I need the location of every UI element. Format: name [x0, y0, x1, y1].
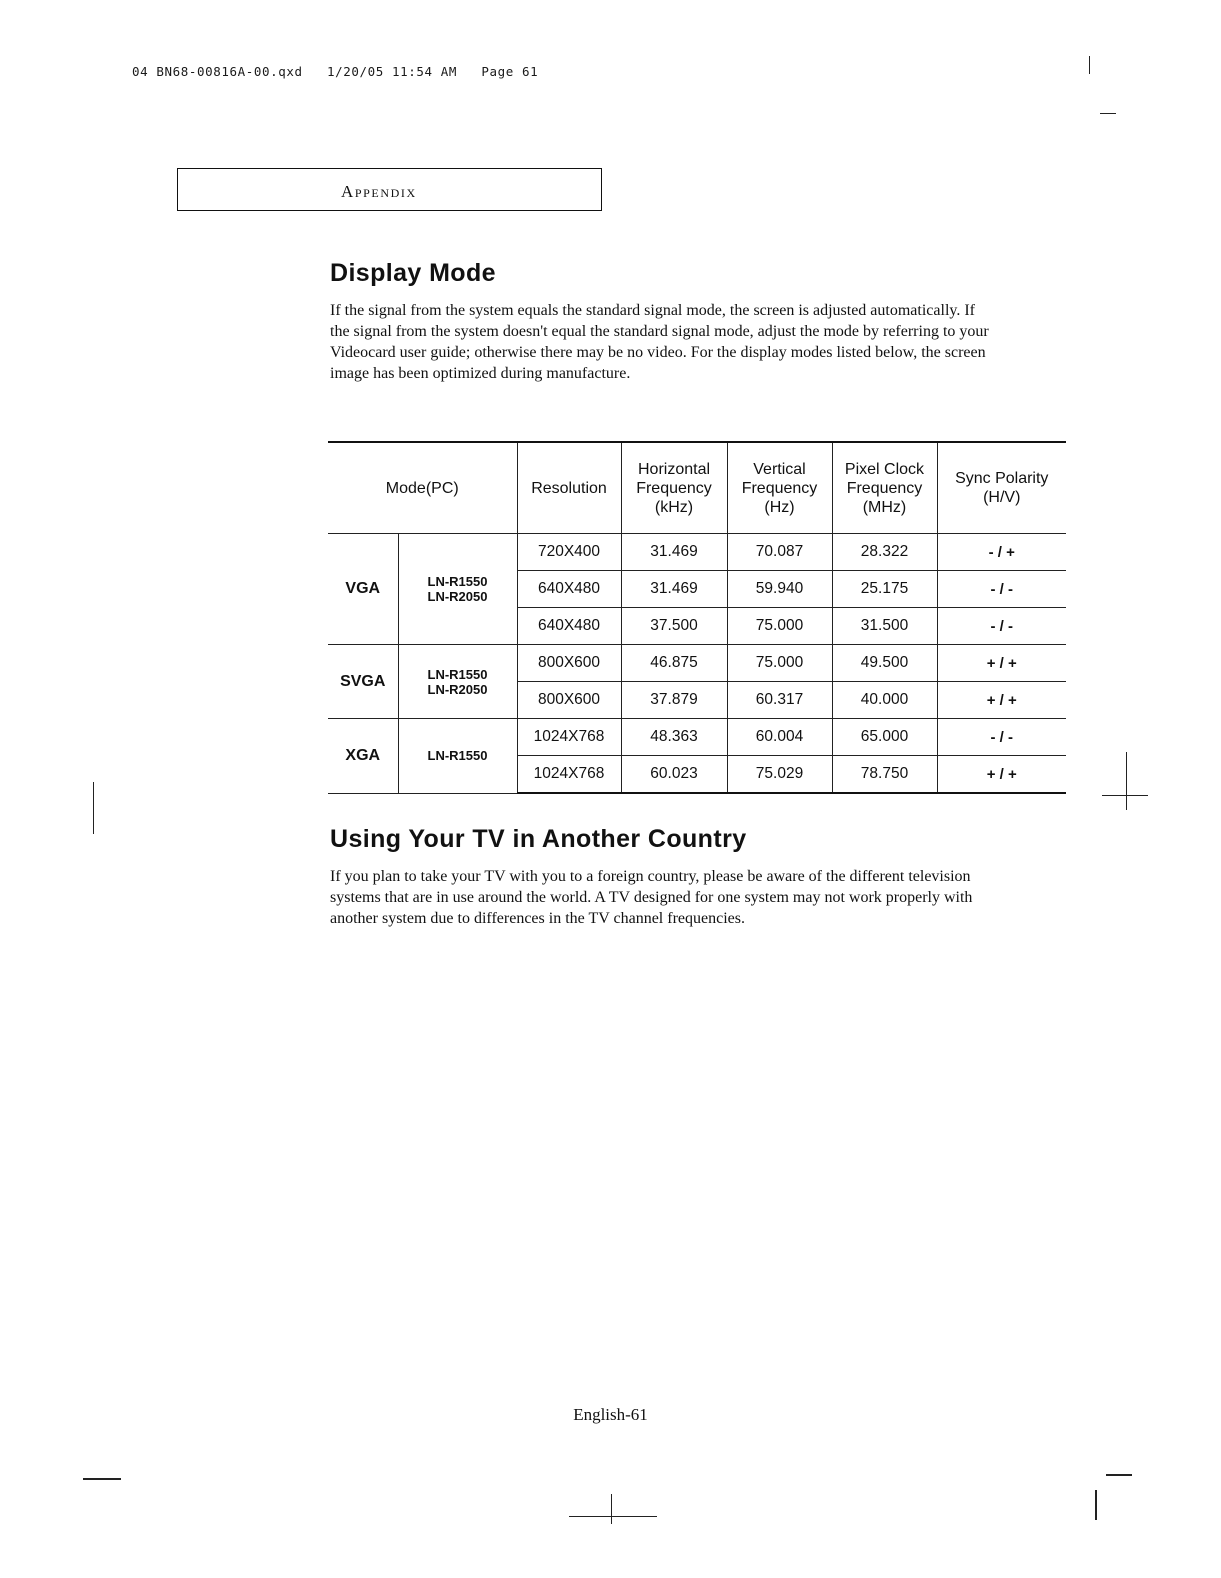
table-header-row	[328, 442, 1066, 534]
registration-mark-bottom-v	[611, 1494, 612, 1524]
vertical-cell: 60.317	[727, 682, 832, 719]
vertical-cell: 75.000	[727, 608, 832, 645]
crop-mark-bottom-right	[1106, 1474, 1132, 1476]
display-mode-heading: Display Mode	[330, 259, 496, 287]
model-cell: LN-R1550 LN-R2050	[398, 645, 517, 719]
header-sync-polarity: Sync Polarity (H/V)	[937, 442, 1066, 534]
section-tab-label: Appendix	[341, 182, 417, 201]
registration-mark-bottom-h	[569, 1516, 657, 1517]
pixel-cell: 78.750	[832, 756, 937, 794]
crop-mark-top-right-tick	[1089, 56, 1090, 74]
page-number: English-61	[573, 1405, 648, 1424]
crop-mark-bottom-right-v	[1095, 1490, 1097, 1520]
pixel-cell: 49.500	[832, 645, 937, 682]
sync-cell: + / +	[937, 682, 1066, 719]
pixel-cell: 28.322	[832, 534, 937, 571]
pixel-cell: 65.000	[832, 719, 937, 756]
horizontal-cell: 31.469	[621, 571, 727, 608]
crop-mark-bottom-left	[83, 1478, 121, 1480]
mode-cell: SVGA	[328, 645, 398, 719]
header-mode: Mode(PC)	[328, 442, 517, 534]
model-cell: LN-R1550 LN-R2050	[398, 534, 517, 645]
resolution-cell: 720X400	[517, 534, 621, 571]
horizontal-cell: 46.875	[621, 645, 727, 682]
resolution-cell: 1024X768	[517, 756, 621, 794]
registration-mark-left	[93, 782, 94, 834]
pixel-cell: 40.000	[832, 682, 937, 719]
header-resolution: Resolution	[517, 442, 621, 534]
resolution-cell: 800X600	[517, 682, 621, 719]
sync-cell: - / -	[937, 571, 1066, 608]
vertical-cell: 70.087	[727, 534, 832, 571]
mode-cell: XGA	[328, 719, 398, 794]
resolution-cell: 800X600	[517, 645, 621, 682]
registration-mark-right-h	[1102, 795, 1148, 796]
sync-cell: + / +	[937, 645, 1066, 682]
sync-cell: - / +	[937, 534, 1066, 571]
another-country-paragraph: If you plan to take your TV with you to a foreign country, please be aware of the different television systems that are in use around the world. A TV designed for one system may not work properly with another system due to differences in the TV channel frequencies.	[330, 868, 973, 927]
header-horizontal-frequency: Horizontal Frequency (kHz)	[621, 442, 727, 534]
horizontal-cell: 37.500	[621, 608, 727, 645]
horizontal-cell: 37.879	[621, 682, 727, 719]
vertical-cell: 75.000	[727, 645, 832, 682]
pixel-cell: 31.500	[832, 608, 937, 645]
table-row	[328, 645, 1066, 682]
resolution-cell: 1024X768	[517, 719, 621, 756]
section-tab	[177, 168, 602, 211]
sync-cell: - / -	[937, 608, 1066, 645]
table-row	[328, 719, 1066, 756]
print-slug-line: 04 BN68-00816A-00.qxd 1/20/05 11:54 AM Page 61	[132, 64, 539, 79]
vertical-cell: 59.940	[727, 571, 832, 608]
horizontal-cell: 60.023	[621, 756, 727, 794]
table-row	[328, 534, 1066, 571]
resolution-cell: 640X480	[517, 608, 621, 645]
horizontal-cell: 31.469	[621, 534, 727, 571]
header-vertical-frequency: Vertical Frequency (Hz)	[727, 442, 832, 534]
horizontal-cell: 48.363	[621, 719, 727, 756]
resolution-cell: 640X480	[517, 571, 621, 608]
header-pixel-clock: Pixel Clock Frequency (MHz)	[832, 442, 937, 534]
sync-cell: + / +	[937, 756, 1066, 794]
vertical-cell: 75.029	[727, 756, 832, 794]
registration-mark-right-v	[1126, 752, 1127, 810]
pixel-cell: 25.175	[832, 571, 937, 608]
crop-mark-top-right	[1100, 113, 1116, 114]
display-mode-table	[328, 441, 1066, 794]
display-mode-paragraph: If the signal from the system equals the standard signal mode, the screen is adjusted automatically. If the signal from the system doesn't equal the standard signal mode, adjust the mode by referring to your Videocard user guide; otherwise there may be no video. For the display modes listed below, the screen image has been optimized during manufacture.	[330, 302, 989, 382]
vertical-cell: 60.004	[727, 719, 832, 756]
sync-cell: - / -	[937, 719, 1066, 756]
model-cell: LN-R1550	[398, 719, 517, 794]
another-country-heading: Using Your TV in Another Country	[330, 825, 747, 853]
mode-cell: VGA	[328, 534, 398, 645]
